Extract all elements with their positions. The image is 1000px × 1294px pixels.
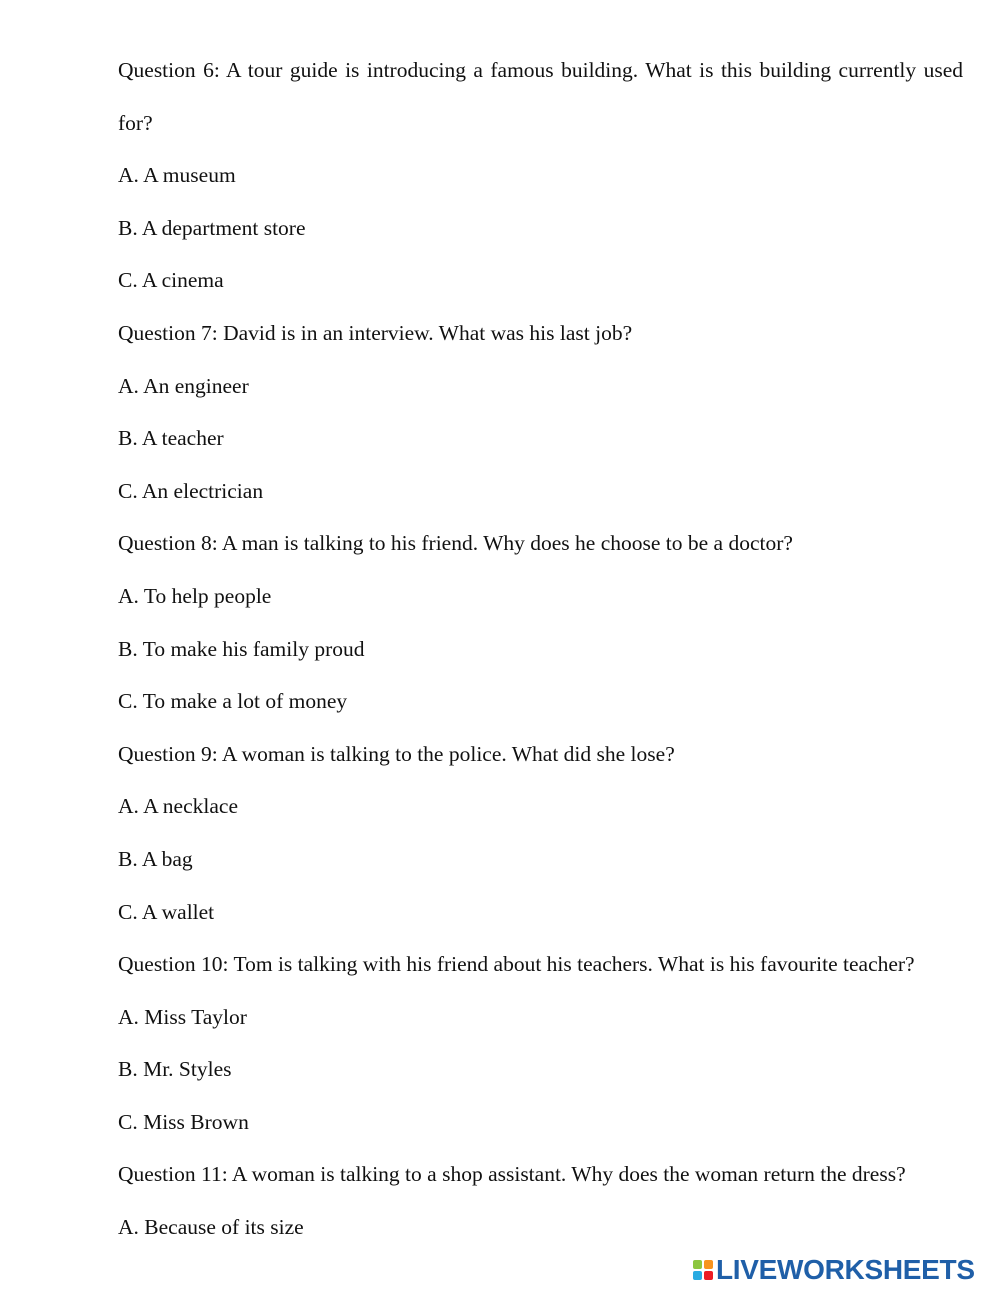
question-prompt: Question 10: Tom is talking with his friend about his teachers. What is his favourite teacher? — [118, 952, 915, 977]
answer-option: B. A bag — [118, 846, 193, 871]
answer-option: B. Mr. Styles — [118, 1057, 232, 1082]
question-block — [118, 44, 963, 307]
logo-square-icon — [704, 1260, 713, 1269]
answer-option: A. Because of its size — [118, 1215, 304, 1240]
question-block — [118, 728, 963, 938]
question-block — [118, 307, 963, 517]
answer-option: B. A department store — [118, 215, 306, 240]
answer-option: A. A necklace — [118, 794, 238, 819]
answer-option: C. An electrician — [118, 478, 264, 503]
question-prompt: Question 8: A man is talking to his friend. Why does he choose to be a doctor? — [118, 531, 793, 556]
answer-option: B. A teacher — [118, 426, 224, 451]
answer-option: A. Miss Taylor — [118, 1004, 247, 1029]
question-prompt: Question 9: A woman is talking to the police. What did she lose? — [118, 741, 675, 766]
logo-text: LIVEWORKSHEETS — [716, 1254, 975, 1285]
liveworksheets-logo-icon — [693, 1260, 713, 1280]
answer-option: A. An engineer — [118, 373, 249, 398]
answer-option: A. A museum — [118, 163, 236, 188]
answer-option: B. To make his family proud — [118, 636, 365, 661]
question-block — [118, 938, 963, 1148]
answer-option: C. A wallet — [118, 899, 215, 924]
logo-square-icon — [704, 1271, 713, 1280]
logo-square-icon — [693, 1260, 702, 1269]
question-prompt: Question 7: David is in an interview. What was his last job? — [118, 320, 633, 345]
question-prompt: Question 6: A tour guide is introducing a famous building. What is this building currently used for? — [118, 58, 963, 135]
logo-square-icon — [693, 1271, 702, 1280]
question-block — [118, 1148, 963, 1253]
answer-option: C. A cinema — [118, 268, 224, 293]
question-block — [118, 517, 963, 727]
liveworksheets-logo — [693, 1254, 975, 1286]
worksheet-page — [118, 44, 963, 1254]
answer-option: C. To make a lot of money — [118, 689, 348, 714]
answer-option: A. To help people — [118, 583, 272, 608]
answer-option: C. Miss Brown — [118, 1109, 249, 1134]
question-prompt: Question 11: A woman is talking to a shop assistant. Why does the woman return the dress? — [118, 1162, 906, 1187]
